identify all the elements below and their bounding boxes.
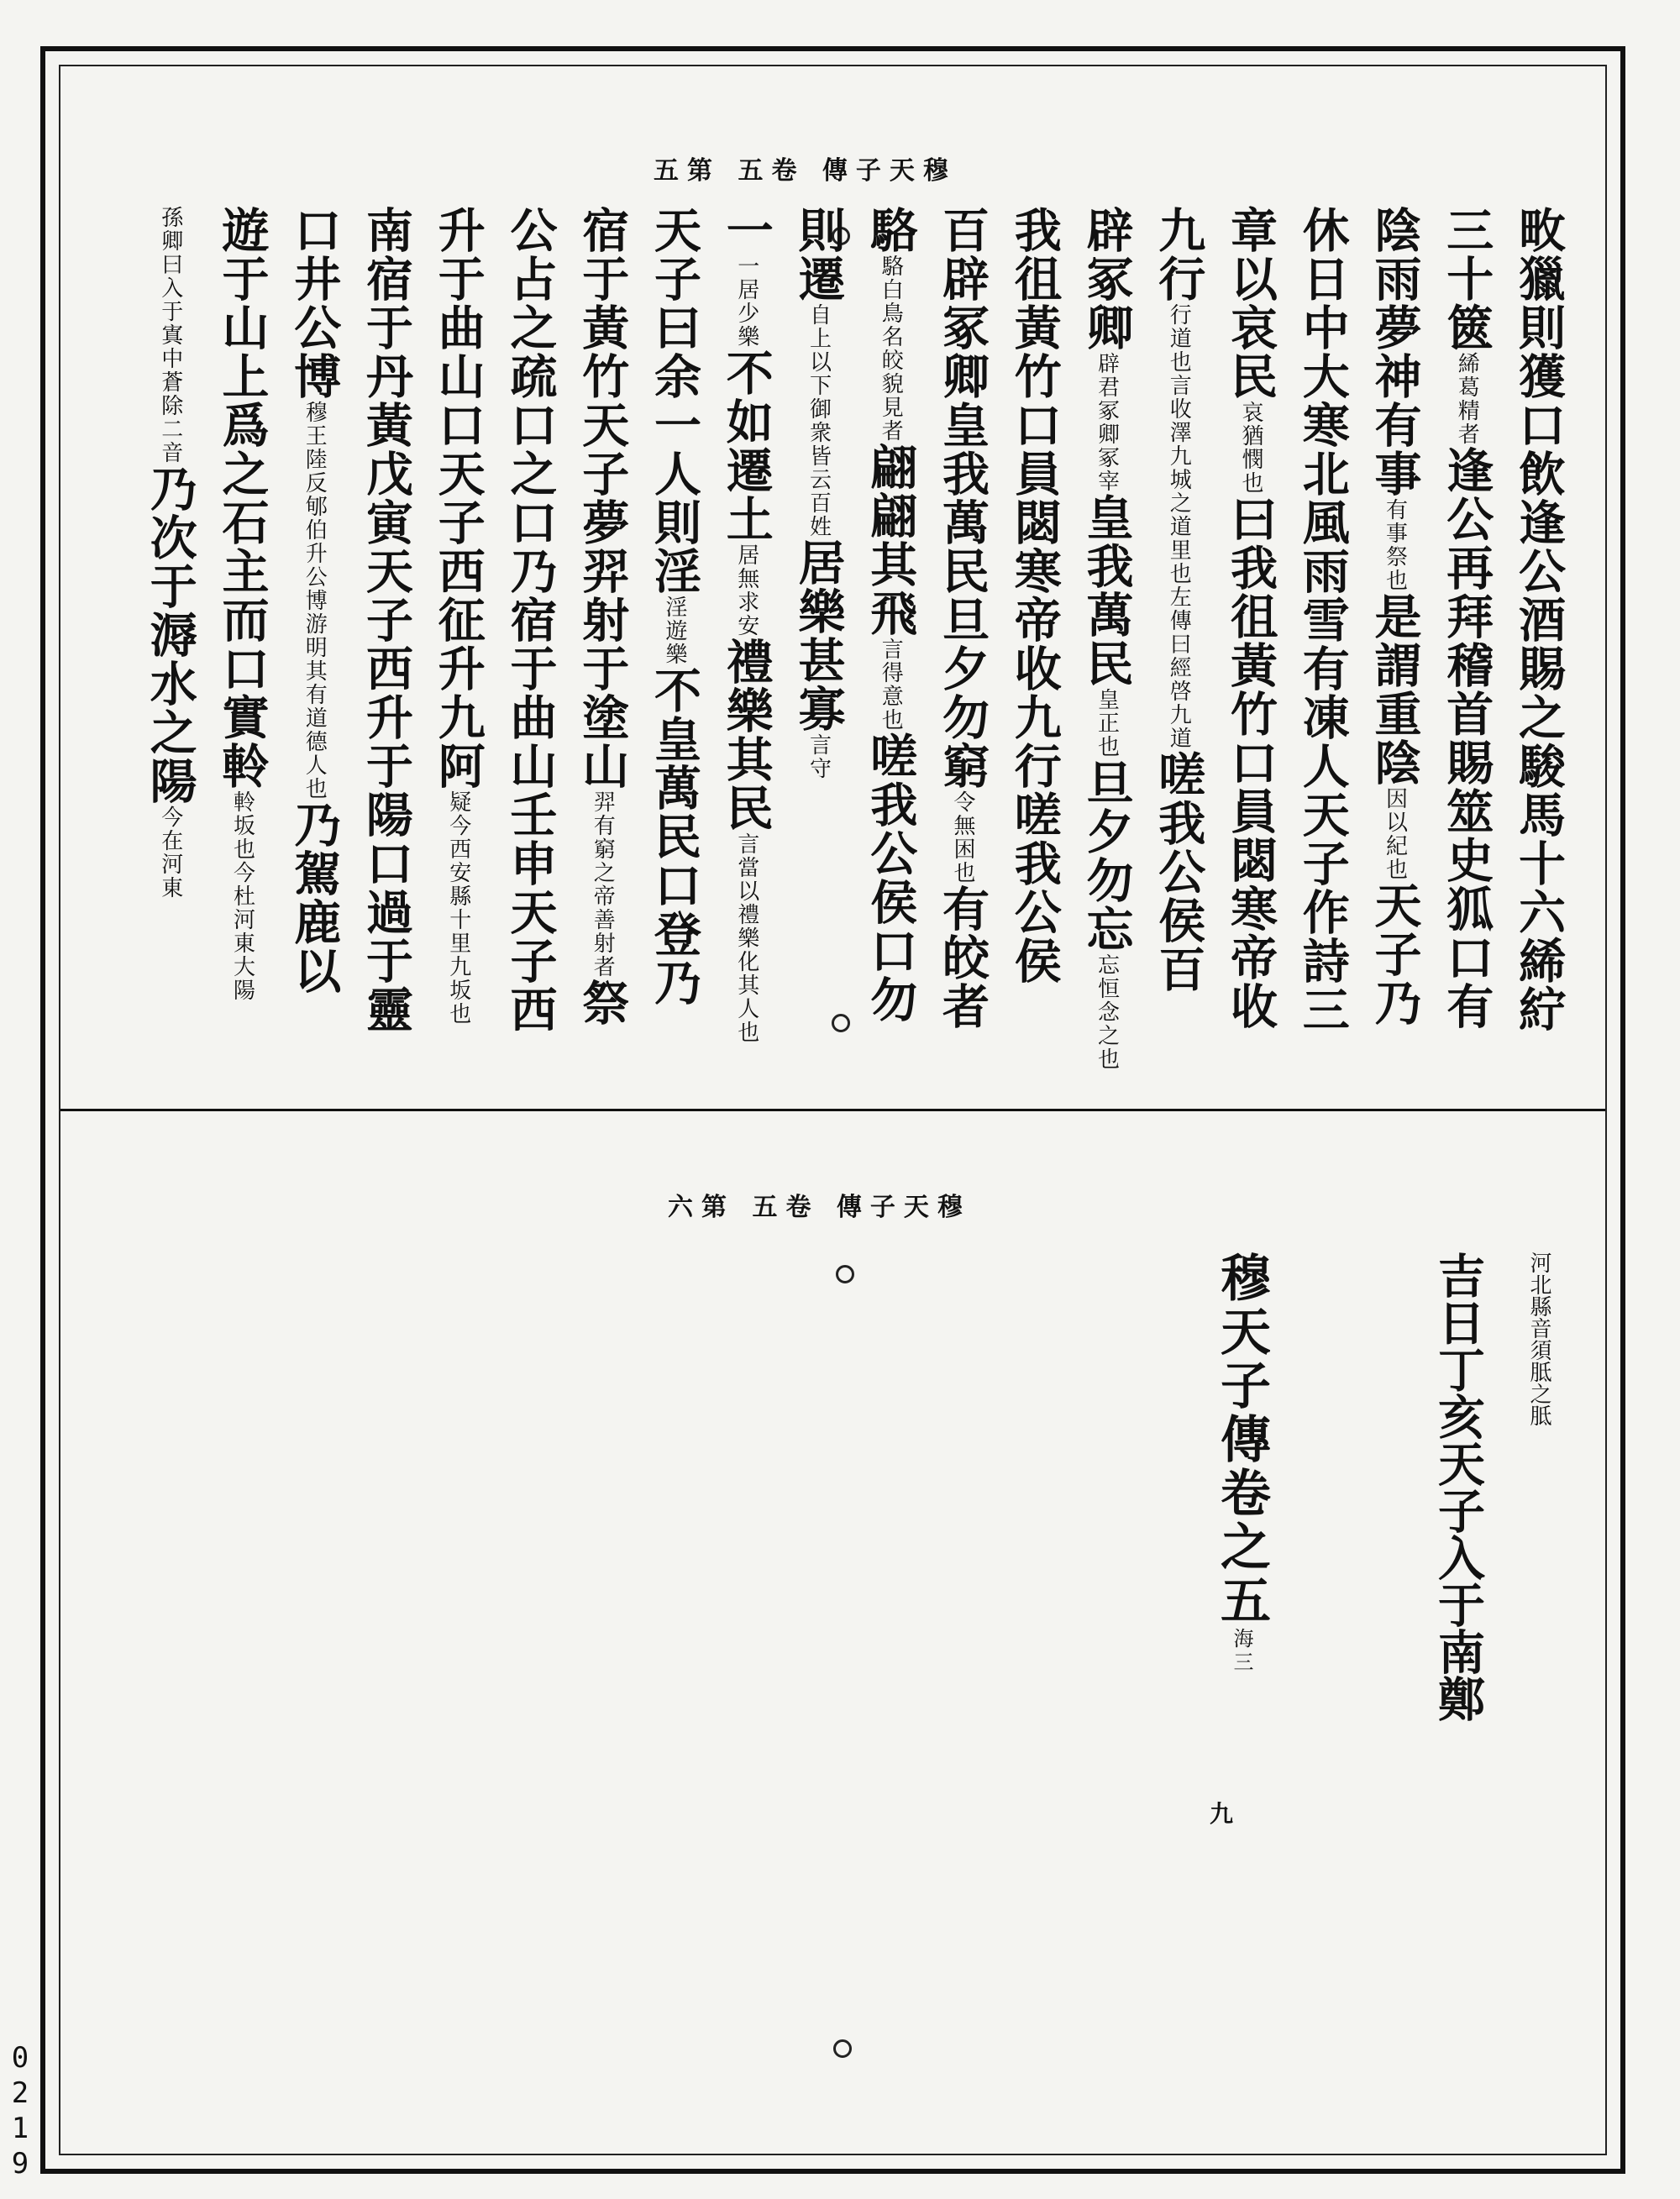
text-column: 南宿于丹黃戊寅天子西升于陽口過于靈	[359, 206, 414, 1034]
text-column: 九行行道也言收澤九城之道里也左傳曰經啓九道嗟我公侯百	[1151, 206, 1207, 994]
volume-end-title: 穆天子傳卷之五海三	[1212, 1252, 1271, 1675]
text-column: 吉日丁亥天子入于南鄭	[1431, 1252, 1486, 1722]
text-column: 孫卿曰入于寘中蒼除二音乃次于溽水之陽今在河東	[142, 206, 198, 900]
text-column: 則遷自上以下御衆皆云百姓居樂甚寡言守	[790, 206, 847, 780]
text-column: 辟冢卿辟君冢卿冢宰皇我萬民皇正也旦夕勿忘忘恒念之也	[1079, 206, 1135, 1071]
punctuation-circle	[833, 2039, 852, 2058]
text-column: 一一居少樂不如遷土居無求安禮樂其民言當以禮樂化其人也	[718, 206, 774, 1044]
text-column: 口井公博穆王陸反郇伯升公博游明其有道德人也乃駕鹿以	[286, 206, 343, 995]
text-column: 三十篋絺葛精者逢公再拜稽首賜筮史狐口有	[1439, 206, 1495, 1031]
running-head-top: 穆天子傳 卷五 第五	[654, 156, 957, 186]
text-column: 宿于黃竹天子夢羿射于塗山羿有窮之帝善射者祭	[575, 206, 631, 1027]
text-column: 遊于山上爲之石主而口實軨軨坂也今杜河東大陽	[214, 206, 270, 1002]
running-head-bottom: 穆天子傳 卷五 第六	[668, 1193, 971, 1222]
text-column: 公占之疏口之口乃宿于曲山壬申天子西	[502, 206, 559, 1034]
text-column: 陰雨夢神有事有事祭也是謂重陰因以紀也天子乃	[1367, 206, 1423, 1027]
punctuation-circle	[836, 1265, 854, 1283]
text-column: 百辟冢卿皇我萬民旦夕勿窮令無困也有皎者	[935, 206, 990, 1031]
lower-text-block	[1418, 1252, 1579, 1722]
text-column: 升于曲山口天子西征升九阿疑今西安縣十里九坂也	[430, 206, 486, 1026]
text-column: 休日中大寒北風雨雪有凍人天子作詩三	[1294, 206, 1351, 1034]
text-column: 我徂黃竹口員閟寒帝收九行嗟我公侯	[1006, 206, 1063, 985]
text-column: 河北縣音須胝之胝	[1526, 1252, 1551, 1426]
folio-mark: 九	[1210, 1800, 1234, 1828]
text-column: 章以哀民哀猶憫也曰我徂黃竹口員閟寒帝收	[1223, 206, 1278, 1031]
page-number: 0219	[3, 2041, 37, 2182]
text-column: 駱駱白鳥名皎貌見者翩翩其飛言得意也嗟我公侯口勿	[863, 206, 919, 1024]
leaf-divider	[60, 1109, 1605, 1111]
upper-text-block	[139, 206, 1579, 1071]
text-column: 天子曰余一人則淫淫遊樂不皇萬民口登乃	[647, 206, 702, 1007]
text-column: 畋獵則獲口飲逢公酒賜之駿馬十六絺紵	[1511, 206, 1567, 1034]
